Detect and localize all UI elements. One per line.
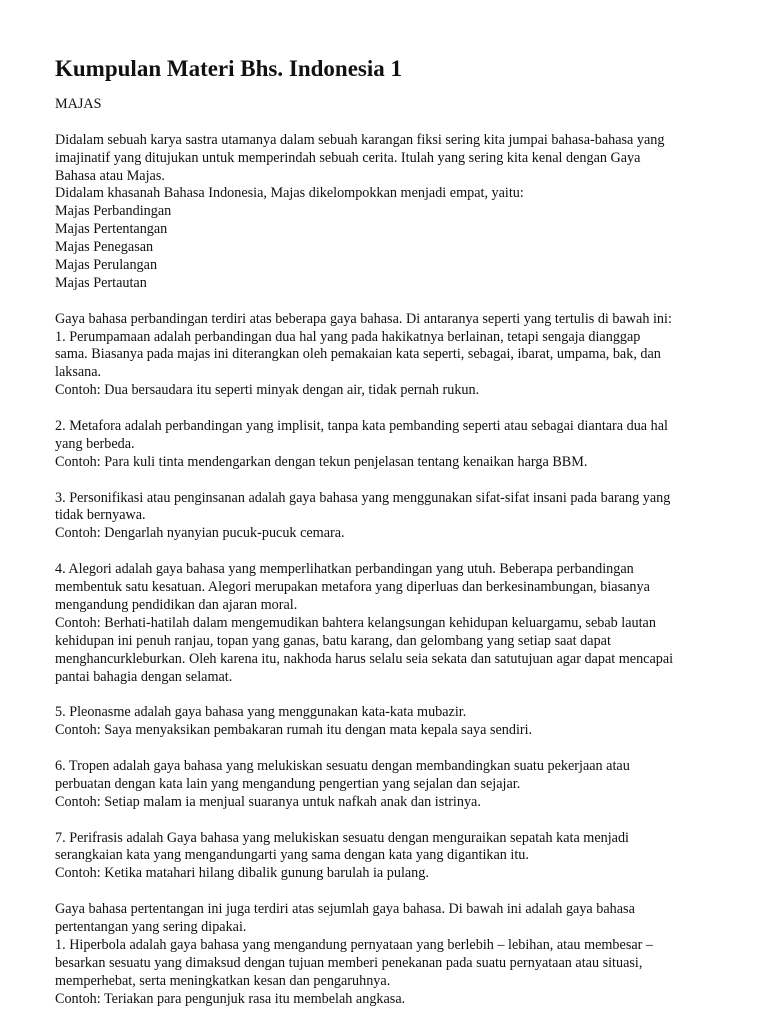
text-line: MAJAS <box>55 96 102 112</box>
text-line: Gaya bahasa perbandingan terdiri atas beberapa gaya bahasa. Di antaranya seperti yang tertulis di bawah ini: <box>55 310 672 327</box>
text-line: laksana. <box>55 364 102 381</box>
text-line: 5. Pleonasme adalah gaya bahasa yang menggunakan kata-kata mubazir. <box>55 704 467 721</box>
text-line: Contoh: Berhati-hatilah dalam mengemudikan bahtera kelangsungan kehidupan keluargamu, sebab lautan <box>55 614 656 631</box>
paragraph-gap <box>55 812 745 830</box>
text-line: Gaya bahasa pertentangan ini juga terdiri atas sejumlah gaya bahasa. Di bawah ini adalah gaya bahasa <box>55 901 635 918</box>
text-line: Contoh: Setiap malam ia menjual suaranya untuk nafkah anak dan istrinya. <box>55 793 481 810</box>
text-line: membentuk satu kesatuan. Alegori merupakan metafora yang diperluas dan berkesinambungan, biasanya <box>55 579 650 596</box>
text-line: Contoh: Ketika matahari hilang dibalik gunung barulah ia pulang. <box>55 865 429 882</box>
text-line: yang berbeda. <box>55 435 135 452</box>
text-line: Contoh: Para kuli tinta mendengarkan dengan tekun penjelasan tentang kenaikan harga BBM. <box>55 453 588 470</box>
text-line: Didalam sebuah karya sastra utamanya dalam sebuah karangan fiksi sering kita jumpai bahasa-bahasa yang <box>55 131 665 148</box>
paragraph-gap <box>55 293 745 311</box>
document-title: Kumpulan Materi Bhs. Indonesia 1 <box>55 56 402 81</box>
text-line: menghancurkleburkan. Oleh karena itu, nakhoda harus selalu seia sekata dan satutujuan agar dapat mencapai <box>55 650 674 667</box>
text-line: 7. Perifrasis adalah Gaya bahasa yang melukiskan sesuatu dengan menguraikan sepatah kata menjadi <box>55 829 629 846</box>
text-line: 2. Metafora adalah perbandingan yang implisit, tanpa kata pembanding seperti atau sebagai diantara dua hal <box>55 418 668 435</box>
text-line: Bahasa atau Majas. <box>55 167 165 184</box>
paragraph-gap <box>55 472 745 490</box>
text-line: tidak bernyawa. <box>55 507 146 524</box>
text-line: Majas Perulangan <box>55 257 158 274</box>
paragraph-gap <box>55 543 745 561</box>
text-line: Majas Perbandingan <box>55 203 172 220</box>
text-line: perbuatan dengan kata lain yang mengandung pengertian yang sejalan dan sejajar. <box>55 775 521 792</box>
paragraph-gap <box>55 400 745 418</box>
text-line: Contoh: Dua bersaudara itu seperti minyak dengan air, tidak pernah rukun. <box>55 382 480 399</box>
paragraph-gap <box>55 686 745 704</box>
text-line: Contoh: Dengarlah nyanyian pucuk-pucuk cemara. <box>55 525 345 542</box>
text-line: 6. Tropen adalah gaya bahasa yang melukiskan sesuatu dengan membandingkan suatu pekerjaan atau <box>55 757 630 774</box>
text-line: imajinatif yang ditujukan untuk memperindah sebuah cerita. Itulah yang sering kita kenal dengan Gaya <box>55 149 641 166</box>
text-line: memperhebat, serta meningkatkan kesan dan pengaruhnya. <box>55 972 391 989</box>
document-body <box>55 96 745 1008</box>
paragraph-gap <box>55 883 745 901</box>
text-line: Contoh: Teriakan para pengunjuk rasa itu membelah angkasa. <box>55 990 406 1007</box>
text-line: Didalam khasanah Bahasa Indonesia, Majas dikelompokkan menjadi empat, yaitu: <box>55 185 524 202</box>
text-line: Majas Penegasan <box>55 239 154 256</box>
text-line: besarkan sesuatu yang dimaksud dengan tujuan memberi penekanan pada suatu pernyataan atau situasi, <box>55 954 643 971</box>
text-line: Majas Pertautan <box>55 274 147 291</box>
paragraph-gap <box>55 740 745 758</box>
text-line: 3. Personifikasi atau penginsanan adalah gaya bahasa yang menggunakan sifat-sifat insani pada barang yang <box>55 489 671 506</box>
text-line: pantai bahagia dengan selamat. <box>55 668 233 685</box>
text-line: Majas Pertentangan <box>55 221 168 238</box>
text-line: 4. Alegori adalah gaya bahasa yang memperlihatkan perbandingan yang utuh. Beberapa perbandingan <box>55 561 634 578</box>
paragraph-gap <box>55 114 745 132</box>
text-line: pertentangan yang sering dipakai. <box>55 918 247 935</box>
text-line: Contoh: Saya menyaksikan pembakaran rumah itu dengan mata kepala saya sendiri. <box>55 722 533 739</box>
text-line: mengandung pendidikan dan ajaran moral. <box>55 596 298 613</box>
text-line: kehidupan ini penuh ranjau, topan yang ganas, batu karang, dan gelombang yang setiap saat dapat <box>55 632 611 649</box>
text-line: serangkaian kata yang mengandungarti yang sama dengan kata yang digantikan itu. <box>55 847 529 864</box>
text-line: 1. Hiperbola adalah gaya bahasa yang mengandung pernyataan yang berlebih – lebihan, atau membesar – <box>55 936 654 953</box>
text-line: sama. Biasanya pada majas ini diterangkan oleh pemakaian kata seperti, sebagai, ibarat, umpama, bak, dan <box>55 346 661 363</box>
text-line: 1. Perumpamaan adalah perbandingan dua hal yang pada hakikatnya berlainan, tetapi sengaja dianggap <box>55 328 641 345</box>
